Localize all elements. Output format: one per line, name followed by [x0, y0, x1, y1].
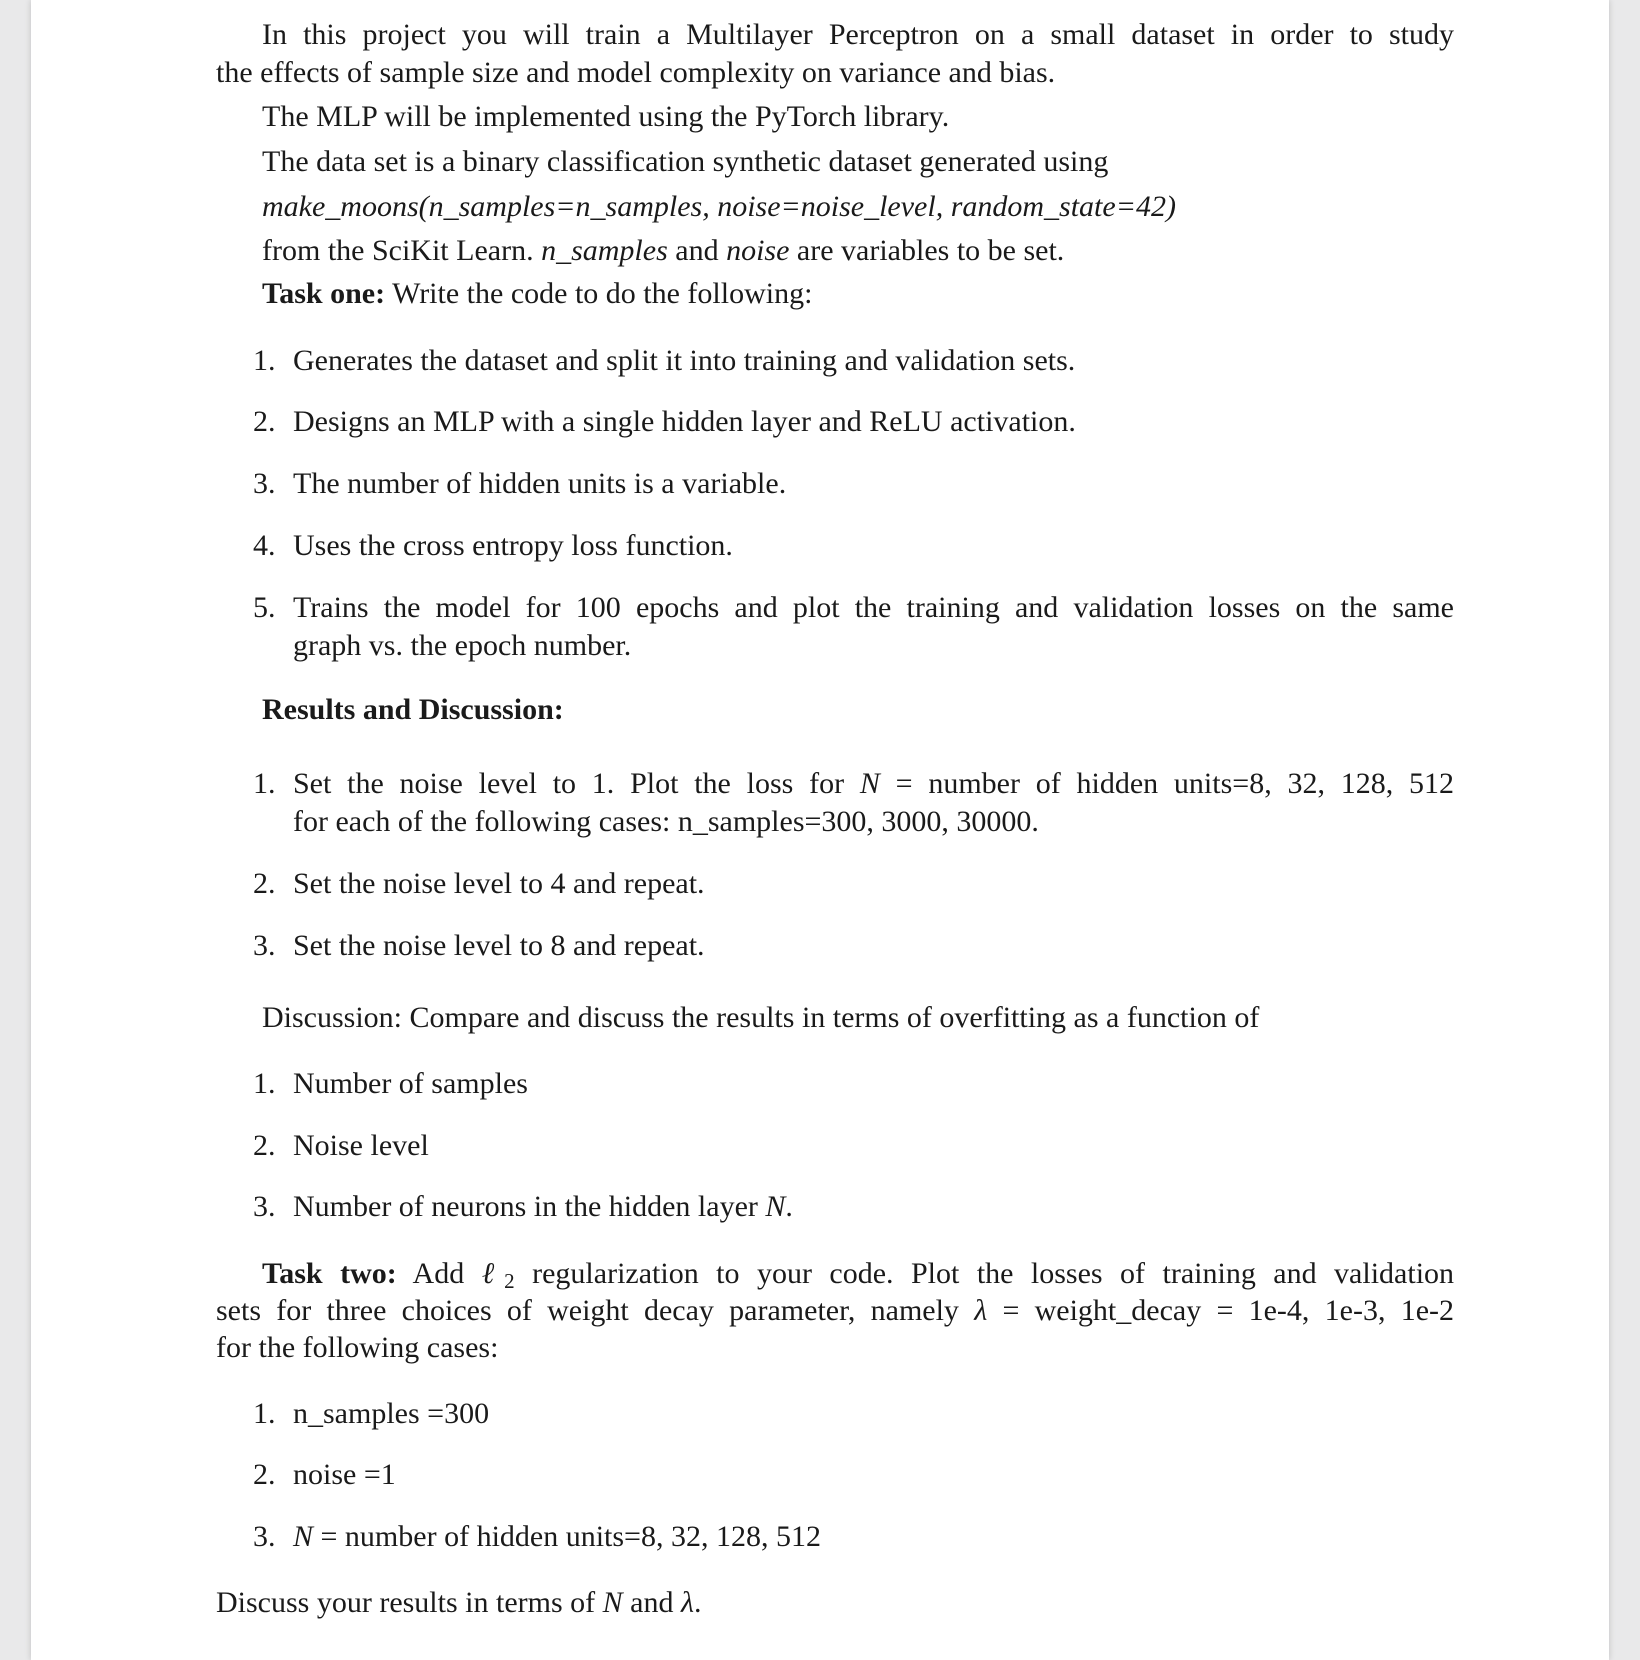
task-one-item-5-number: 5.	[253, 591, 276, 624]
final-discussion	[216, 1585, 701, 1621]
results-item-1-line-1	[293, 766, 1454, 802]
results-item-1-text-b: = number of hidden units=8, 32, 128, 512	[895, 767, 1455, 800]
final-n-var: N	[602, 1586, 623, 1619]
ell-symbol: ℓ	[481, 1257, 505, 1290]
results-item-2: Set the noise level to 4 and repeat.	[293, 867, 705, 900]
task-two-add: Add	[412, 1257, 465, 1290]
hidden-units-var: N	[859, 767, 880, 800]
results-item-3: Set the noise level to 8 and repeat.	[293, 929, 705, 962]
task-one-item-3: The number of hidden units is a variable.	[293, 467, 787, 500]
task-two-line-2	[216, 1293, 1454, 1329]
discussion-item-3	[293, 1189, 793, 1225]
task-one-item-1: Generates the dataset and split it into training and validation sets.	[293, 344, 1076, 377]
task-two-item-3-text: = number of hidden units=8, 32, 128, 512	[320, 1520, 821, 1553]
task-one-item-2-number: 2.	[253, 405, 276, 438]
discussion-intro: Discussion: Compare and discuss the results in terms of overfitting as a function of	[262, 1001, 1260, 1034]
mlp-sentence: The MLP will be implemented using the PyTorch library.	[262, 100, 950, 133]
task-two-line-2-text: sets for three choices of weight decay parameter, namely	[216, 1294, 959, 1327]
intro-line-2: the effects of sample size and model complexity on variance and bias.	[216, 56, 1056, 89]
results-heading: Results and Discussion:	[262, 693, 564, 726]
task-one-label: Task one:	[262, 277, 386, 310]
from-scikit-text: from the SciKit Learn.	[262, 234, 534, 267]
intro-line-1: In this project you will train a Multilayer Perceptron on a small dataset in order to study	[262, 18, 1454, 51]
task-two-line-3: for the following cases:	[216, 1331, 499, 1364]
from-scikit-line	[262, 233, 1064, 269]
discussion-item-3-text: Number of neurons in the hidden layer	[293, 1190, 758, 1223]
task-two-item-1-number: 1.	[253, 1397, 276, 1430]
task-two-label: Task two:	[262, 1257, 397, 1290]
discussion-item-1-number: 1.	[253, 1067, 276, 1100]
results-item-1-line-2: for each of the following cases: n_samples=300, 3000, 30000.	[293, 805, 1039, 838]
make-moons-call: make_moons(n_samples=n_samples, noise=noise_level, random_state=42)	[262, 190, 1176, 223]
lambda-symbol: λ	[974, 1294, 988, 1327]
task-one-item-5-line-1: Trains the model for 100 epochs and plot the training and validation losses on the same	[293, 591, 1454, 624]
final-and: and	[630, 1586, 674, 1619]
discussion-item-3-period: .	[785, 1190, 793, 1223]
discussion-item-2: Noise level	[293, 1129, 429, 1162]
variables-text: are variables to be set.	[796, 234, 1065, 267]
task-two-item-2-number: 2.	[253, 1458, 276, 1491]
task-one-item-5-line-2: graph vs. the epoch number.	[293, 629, 632, 662]
task-one-item-3-number: 3.	[253, 467, 276, 500]
task-two-item-3	[293, 1519, 821, 1555]
task-two-item-2: noise =1	[293, 1458, 396, 1491]
task-one-line	[262, 276, 812, 312]
and-word: and	[675, 234, 719, 267]
task-one-item-4-number: 4.	[253, 529, 276, 562]
task-one-text: Write the code to do the following:	[392, 277, 813, 310]
dataset-sentence: The data set is a binary classification synthetic dataset generated using	[262, 145, 1109, 178]
final-lambda-var: λ	[680, 1586, 694, 1619]
discussion-item-2-number: 2.	[253, 1129, 276, 1162]
document-page	[31, 0, 1609, 1660]
task-two-line-1-rest: regularization to your code. Plot the losses of training and validation	[532, 1257, 1455, 1290]
final-period: .	[693, 1586, 702, 1619]
discussion-item-1: Number of samples	[293, 1067, 528, 1100]
results-item-2-number: 2.	[253, 867, 276, 900]
results-item-3-number: 3.	[253, 929, 276, 962]
results-item-1-text-a: Set the noise level to 1. Plot the loss for	[293, 767, 845, 800]
task-one-item-1-number: 1.	[253, 344, 276, 377]
noise-var: noise	[726, 234, 790, 267]
results-item-1-number: 1.	[253, 767, 276, 800]
n-samples-var: n_samples	[541, 234, 668, 267]
discussion-item-3-number: 3.	[253, 1190, 276, 1223]
final-discussion-text: Discuss your results in terms of	[216, 1586, 596, 1619]
ell-subscript: 2	[504, 1269, 515, 1293]
task-one-item-2: Designs an MLP with a single hidden layer and ReLU activation.	[293, 405, 1076, 438]
task-two-item-1: n_samples =300	[293, 1397, 490, 1430]
task-one-item-4: Uses the cross entropy loss function.	[293, 529, 733, 562]
neurons-var: N	[765, 1190, 786, 1223]
task-two-item-3-number: 3.	[253, 1520, 276, 1553]
task-two-line-2-values: = weight_decay = 1e-4, 1e-3, 1e-2	[1002, 1294, 1455, 1327]
task-two-n-var: N	[293, 1520, 314, 1553]
